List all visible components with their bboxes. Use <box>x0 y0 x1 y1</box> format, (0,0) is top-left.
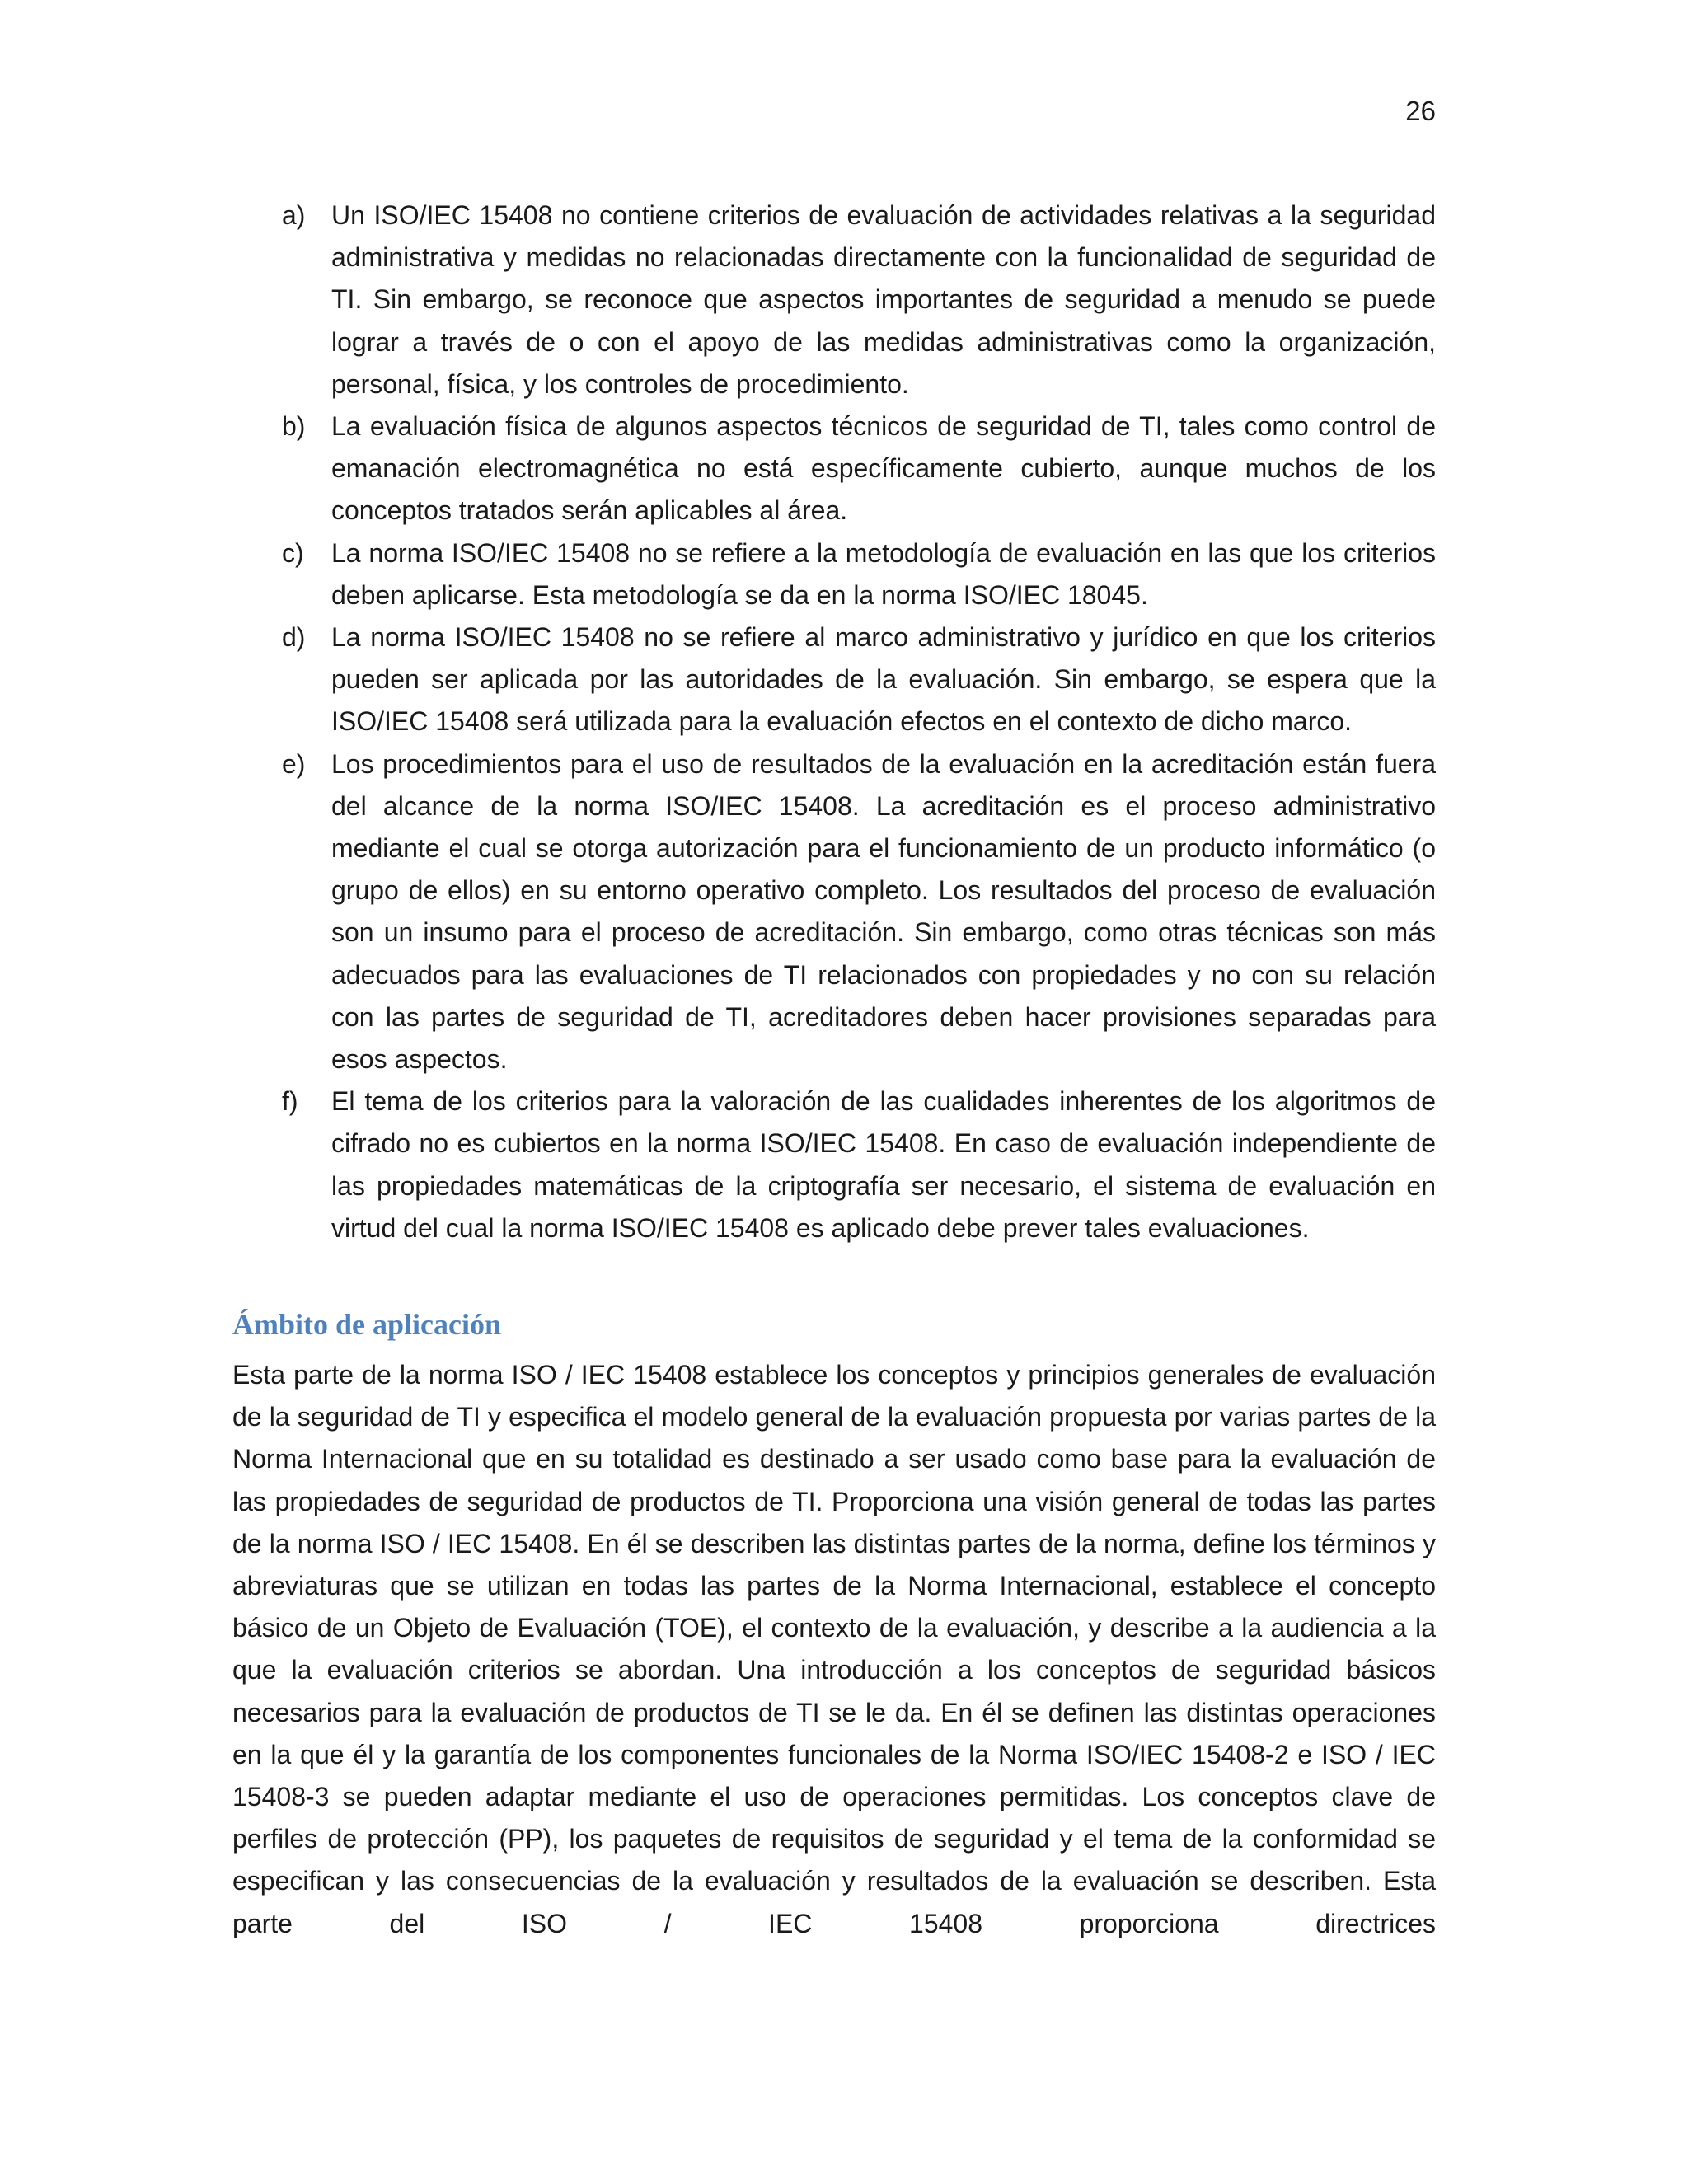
list-marker: f) <box>282 1086 298 1117</box>
list-item-text: La evaluación física de algunos aspectos técnicos de seguridad de TI, tales como control de emanación electromagnética no está específicamente cubierto, aunque muchos de los conceptos tratados serán aplicables al área. <box>331 411 1436 526</box>
list-item-text: El tema de los criterios para la valoración de las cualidades inherentes de los algoritmos de cifrado no es cubiertos en la norma ISO/IEC 15408. En caso de evaluación independiente de las propiedades matemáticas de la criptografía ser necesario, el sistema de evaluación en virtud del cual la norma ISO/IEC 15408 es aplicado debe prever tales evaluaciones. <box>331 1086 1436 1243</box>
list-marker: c) <box>282 537 304 568</box>
list-item-text: La norma ISO/IEC 15408 no se refiere a la metodología de evaluación en las que los criterios deben aplicarse. Esta metodología se da en la norma ISO/IEC 18045. <box>331 537 1436 610</box>
list-item <box>282 194 1436 405</box>
limitations-list <box>282 194 1436 1249</box>
page-number: 26 <box>1405 96 1436 126</box>
list-marker: d) <box>282 622 306 653</box>
section-paragraph: Esta parte de la norma ISO / IEC 15408 establece los conceptos y principios generales de evaluación de la seguridad de TI y especifica el modelo general de la evaluación propuesta por varias partes de la Norma Internacional que en su totalidad es destinado a ser usado como base para la evaluación de las propiedades de seguridad de productos de TI. Proporciona una visión general de todas las partes de la norma ISO / IEC 15408. En él se describen las distintas partes de la norma, define los términos y abreviaturas que se utilizan en todas las partes de la Norma Internacional, establece el concepto básico de un Objeto de Evaluación (TOE), el contexto de la evaluación, y describe a la audiencia a la que la evaluación criterios se abordan. Una introducción a los conceptos de seguridad básicos necesarios para la evaluación de productos de TI se le da. En él se definen las distintas operaciones en la que él y la garantía de los componentes funcionales de la Norma ISO/IEC 15408-2 e ISO / IEC 15408-3 se pueden adaptar mediante el uso de operaciones permitidas. Los conceptos clave de perfiles de protección (PP), los paquetes de requisitos de seguridad y el tema de la conformidad se especifican y las consecuencias de la evaluación y resultados de la evaluación se describen. Esta parte del ISO / IEC 15408 proporciona directrices <box>232 1360 1436 1938</box>
list-marker: e) <box>282 748 306 779</box>
list-item <box>282 405 1436 532</box>
list-marker: b) <box>282 411 306 442</box>
list-item-text: Un ISO/IEC 15408 no contiene criterios de evaluación de actividades relativas a la seguridad administrativa y medidas no relacionadas directamente con la funcionalidad de seguridad de TI. Sin embargo, se reconoce que aspectos importantes de seguridad a menudo se puede lograr a través de o con el apoyo de las medidas administrativas como la organización, personal, física, y los controles de procedimiento. <box>331 200 1436 399</box>
list-item-text: Los procedimientos para el uso de resultados de la evaluación en la acreditación están fuera del alcance de la norma ISO/IEC 15408. La acreditación es el proceso administrativo mediante el cual se otorga autorización para el funcionamiento de un producto informático (o grupo de ellos) en su entorno operativo completo. Los resultados del proceso de evaluación son un insumo para el proceso de acreditación. Sin embargo, como otras técnicas son más adecuados para las evaluaciones de TI relacionados con propiedades y no con su relación con las partes de seguridad de TI, acreditadores deben hacer provisiones separadas para esos aspectos. <box>331 748 1436 1075</box>
section-heading: Ámbito de aplicación <box>232 1308 502 1341</box>
list-item <box>282 1080 1436 1249</box>
list-item-text: La norma ISO/IEC 15408 no se refiere al marco administrativo y jurídico en que los criterios pueden ser aplicada por las autoridades de la evaluación. Sin embargo, se espera que la ISO/IEC 15408 será utilizada para la evaluación efectos en el contexto de dicho marco. <box>331 622 1436 737</box>
list-item <box>282 743 1436 1081</box>
list-marker: a) <box>282 200 306 230</box>
list-item <box>282 616 1436 743</box>
list-item <box>282 532 1436 616</box>
